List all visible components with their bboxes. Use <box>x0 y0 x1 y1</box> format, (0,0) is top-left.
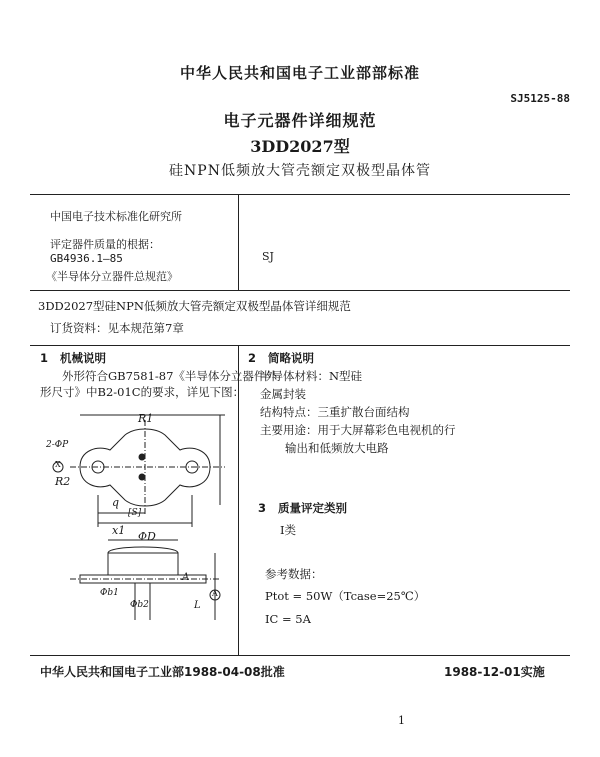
label-x1: x1 <box>112 524 126 537</box>
section-2-number: 2 <box>248 351 257 365</box>
section-top-rule <box>30 345 570 346</box>
section-3-heading <box>258 500 347 516</box>
datum-x-label: X <box>55 460 61 469</box>
section-1-text-line-2: 形尺寸》中B2-01C的要求，详见下图： <box>40 385 245 399</box>
section-2-item: 输出和低频放大电路 <box>285 441 389 455</box>
standard-number: SJ5125-88 <box>510 92 570 105</box>
classification-code: SJ <box>262 250 274 263</box>
quality-basis-document: 《半导体分立器件总规范》 <box>46 270 178 283</box>
section-3-title: 质量评定类别 <box>278 501 348 515</box>
approval-statement: 中华人民共和国电子工业部1988-04-08批准 <box>40 665 285 679</box>
section-2-item: 半导体材料：N型硅 <box>260 369 363 383</box>
section-1-heading <box>40 350 106 366</box>
label-r1: R1 <box>138 412 154 425</box>
label-phi-b1: Φb1 <box>100 588 119 598</box>
reference-ptot: Ptot = 50W（Tcase=25℃） <box>265 589 426 603</box>
label-phi-d: ΦD <box>138 530 156 543</box>
section-2-item: 金属封装 <box>260 387 306 401</box>
section-3-number: 3 <box>258 501 267 515</box>
effective-date: 1988-12-01实施 <box>444 665 545 679</box>
emitter-lead <box>139 474 145 480</box>
table-column-divider <box>238 194 239 290</box>
label-hole-diameter: 2-ΦP <box>46 440 69 450</box>
label-phi-b2: Φb2 <box>130 600 149 610</box>
can-body <box>108 553 178 575</box>
section-1-number: 1 <box>40 351 49 365</box>
document-title: 电子元器件详细规范 <box>223 111 377 130</box>
quality-basis-label: 评定器件质量的根据： <box>50 238 160 251</box>
section-2-heading <box>248 350 314 366</box>
table-top-rule <box>30 194 570 195</box>
quality-basis-standard: GB4936.1—85 <box>50 252 123 265</box>
reference-ic: IC = 5A <box>265 612 311 626</box>
device-description: 硅NPN低频放大管壳额定双极型晶体管 <box>169 163 431 179</box>
section-2-item: 主要用途：用于大屏幕彩色电视机的行 <box>260 423 456 437</box>
institute-name: 中国电子技术标准化研究所 <box>50 210 182 223</box>
quality-category: Ⅰ类 <box>280 523 297 537</box>
reference-data-title: 参考数据： <box>265 567 323 581</box>
label-a: A <box>182 572 190 583</box>
section-2-item: 结构特点：三重扩散台面结构 <box>260 405 410 419</box>
order-information: 订货资料：见本规范第7章 <box>50 321 184 335</box>
device-model: 3DD2027型 <box>250 137 350 156</box>
page-number: 1 <box>398 714 405 727</box>
datum-a-label: A <box>212 589 218 598</box>
footer-rule <box>30 655 570 656</box>
section-1-text-line-1: 外形符合GB7581-87《半导体分立器件外 <box>62 369 277 383</box>
table-bottom-rule <box>30 290 570 291</box>
section-1-title: 机械说明 <box>60 351 107 365</box>
specification-line: 3DD2027型硅NPN低频放大管壳额定双极型晶体管详细规范 <box>38 299 351 313</box>
base-lead <box>139 454 145 460</box>
label-l: L <box>194 600 201 611</box>
label-r2: R2 <box>55 475 71 488</box>
label-q: q <box>112 496 120 509</box>
issuing-authority: 中华人民共和国电子工业部部标准 <box>179 64 420 82</box>
label-s: [S] <box>128 508 142 518</box>
section-2-title: 简略说明 <box>268 351 315 365</box>
